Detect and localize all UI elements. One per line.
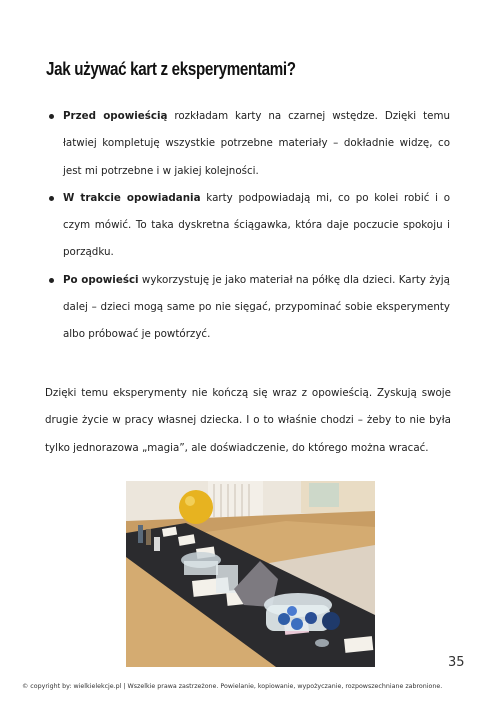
photo-ball-highlight	[185, 496, 195, 506]
photo-lid	[315, 639, 329, 647]
photo-yellow-ball	[179, 490, 213, 524]
page-number: 35	[448, 655, 465, 670]
copyright-footer: © copyright by: wielkielekcje.pl | Wszelkie prawa zastrzeżone. Powielanie, kopiowanie, wypożyczanie, rozpowszechniane zabronione.	[22, 683, 443, 690]
bullet-list	[48, 103, 450, 349]
photo-window-pane	[309, 483, 339, 507]
bullet-lead: Przed opowieścią	[63, 110, 168, 122]
experiment-cards-photo	[126, 481, 375, 667]
bullet-dot	[49, 114, 54, 119]
photo-glass-bowl-body	[184, 561, 218, 575]
bullet-dot	[49, 278, 54, 283]
bullet-lead: W trakcie opowiadania	[63, 191, 201, 204]
page-title: Jak używać kart z eksperymentami?	[46, 58, 296, 79]
bullet-item	[48, 267, 450, 349]
bullet-dot	[49, 196, 54, 201]
bullet-lead: Po opowieści	[63, 273, 139, 286]
bullet-item	[48, 103, 450, 185]
bullet-text: karty podpowiadają mi, co po kolei robić i o czym mówić. To taka dyskretna ściągawka, która daje poczucie spokoju i porządku.	[63, 191, 451, 259]
bullet-text: wykorzystuję je jako materiał na półkę dla dzieci. Karty żyją dalej – dzieci mogą same po nie sięgać, przypominać sobie eksperymenty albo próbować je powtórzyć.	[63, 273, 450, 341]
bullet-text: rozkładam karty na czarnej wstędze. Dzięki temu łatwiej kompletuję wszystkie potrzebne materiały – dokładnie widzę, co jest mi potrzebne i w jakiej kolejności.	[63, 110, 450, 177]
bullet-item	[48, 185, 450, 267]
summary-paragraph: Dzięki temu eksperymenty nie kończą się wraz z opowieścią. Zyskują swoje drugie życie w pracy własnej dziecka. I o to właśnie chodzi – żeby to nie była tylko jednorazowa „magia”, ale doświadczenie, do którego można wracać.	[45, 387, 451, 454]
